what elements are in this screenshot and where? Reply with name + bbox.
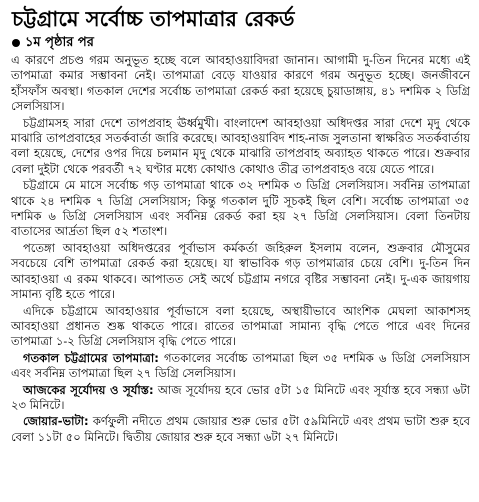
paragraph-2: চট্টগ্রামসহ সারা দেশে তাপপ্রবাহ ঊর্ধ্বমুখী। বাংলাদেশ আবহাওয়া অধিদপ্তর সারা দেশে মৃদু থেকে মাঝারি তাপপ্রবাহের সতর্কবার্তা জারি করেছে। আবহাওয়াবিদ শাহ-নাজ সুলতানা স্বাক্ষরিত সতর্কবার্তায় বলা হয়েছে, দেশের ওপর দিয়ে চলমান মৃদু থেকে মাঝারি তাপপ্রবাহ অব্যাহত থাকতে পারে। শুক্রবার বেলা দুইটা থেকে পরবর্তী ৭২ ঘণ্টার মধ্যে কোথাও কোথাও তীব্র তাপপ্রবাহও বয়ে যেতে পারে। xyxy=(11,115,470,176)
continued-from-page-one xyxy=(0,34,479,53)
temperature-subheading: গতকাল চট্টগ্রামের তাপমাত্রা: xyxy=(23,350,159,365)
paragraph-5: এদিকে চট্টগ্রামে আবহাওয়ার পূর্বাভাসে বলা হয়েছে, অস্থায়ীভাবে আংশিক মেঘলা আকাশসহ আবহাওয়া প্রধানত শুষ্ক থাকতে পারে। রাতের তাপমাত্রা সামান্য বৃদ্ধি পেতে পারে এবং দিনের তাপমাত্রা ১-২ ডিগ্রি সেলসিয়াস বৃদ্ধি পেতে পারে। xyxy=(11,303,470,349)
temperature-text: গতকালের সর্বোচ্চ তাপমাত্রা ছিল ৩৫ দশমিক ৬ ডিগ্রি সেলসিয়াস এবং সর্বনিম্ন তাপমাত্রা ছিল ২৭ ডিগ্রি সেলসিয়াস। xyxy=(11,350,470,381)
paragraph-3: চট্টগ্রামে মে মাসে সর্বোচ্চ গড় তাপমাত্রা থাকে ৩২ দশমিক ৩ ডিগ্রি সেলসিয়াস। সর্বনিম্ন তাপমাত্রা থাকে ২৪ দশমিক ৭ ডিগ্রি সেলসিয়াস; কিন্তু গতকাল দুটি সূচকই ছিল বেশি। সর্বোচ্চ তাপমাত্রা ৩৫ দশমিক ৬ ডিগ্রি সেলসিয়াস এবং সর্বনিম্ন রেকর্ড করা হয় ২৭ ডিগ্রি সেলসিয়াস। বেলা তিনটায় বাতাসের আর্দ্রতা ছিল ৫২ শতাংশ। xyxy=(11,178,470,239)
tide-text: কর্ণফুলী নদীতে প্রথম জোয়ার শুরু ভোর ৫টা ৫৯মিনিটে এবং প্রথম ভাটা শুরু হবে বেলা ১১টা ৫০ মিনিটে। দ্বিতীয় জোয়ার শুরু হবে সন্ধ্যা ৬টা ২৭ মিনিটে। xyxy=(11,414,470,444)
paragraph-4: পতেঙ্গা আবহাওয়া অধিদপ্তরের পূর্বাভাস কর্মকর্তা জহিরুল ইসলাম বলেন, শুক্রবার মৌসুমের সবচেয়ে বেশি তাপমাত্রা রেকর্ড করা হয়েছে। যা স্বাভাবিক গড় তাপমাত্রার চেয়ে বেশি। দু-তিন দিন আবহাওয়া এ রকম থাকবে। আপাতত সেই অর্থে চট্টগ্রাম নগরে বৃষ্টির সম্ভাবনা নেই। দু-এক জায়গায় সামান্য বৃষ্টি হতে পারে। xyxy=(11,240,470,302)
sunrise-sunset-section xyxy=(11,383,470,414)
tide-subheading: জোয়ার-ভাটা: xyxy=(23,414,89,429)
sunrise-sunset-text: আজ সূর্যোদয় হবে ভোর ৫টা ১৫ মিনিটে এবং সূর্যাস্ত হবে সন্ধ্যা ৬টা ২৩ মিনিটে। xyxy=(11,382,471,412)
article-body xyxy=(0,53,479,445)
tide-section xyxy=(11,414,470,445)
continued-label: ১ম পৃষ্ঠার পর xyxy=(25,35,94,50)
paragraph-1: এ কারণে প্রচণ্ড গরম অনুভূত হচ্ছে বলে আবহাওয়াবিদরা জানান। আগামী দু-তিন দিনের মধ্যে এই তাপমাত্রা কমার সম্ভাবনা নেই। তাপমাত্রা বেড়ে যাওয়ার কারণে গরম অনুভূত হচ্ছে। জনজীবনে হাঁসফাঁস অবস্থা। গতকাল দেশের সর্বোচ্চ তাপমাত্রা রেকর্ড করা হয়েছে চুয়াডাঙ্গায়, ৪১ দশমিক ২ ডিগ্রি সেলসিয়াস। xyxy=(11,53,470,114)
bullet-dot-icon xyxy=(12,39,20,47)
temperature-section xyxy=(11,351,470,382)
sunrise-sunset-subheading: আজকের সূর্যোদয় ও সূর্যাস্ত: xyxy=(23,382,154,397)
headline: চট্টগ্রামে সর্বোচ্চ তাপমাত্রার রেকর্ড xyxy=(12,7,295,31)
